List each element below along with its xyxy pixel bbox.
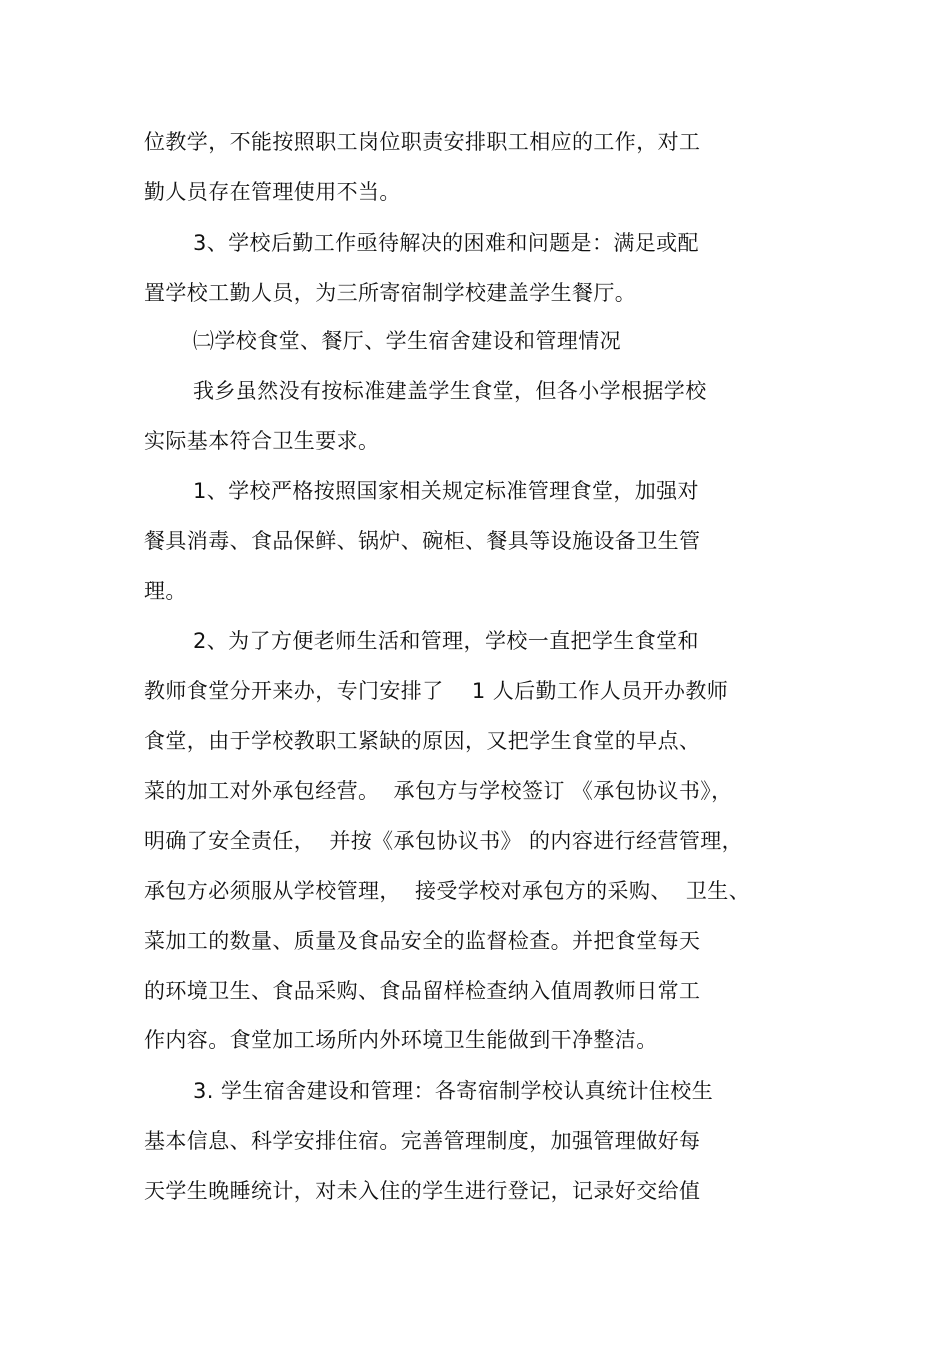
- text-line: 2、为了方便老师生活和管理，学校一直把学生食堂和: [193, 629, 699, 653]
- text-line: 基本信息、科学安排住宿。完善管理制度，加强管理做好每: [144, 1129, 701, 1153]
- text-line: 菜加工的数量、质量及食品安全的监督检查。并把食堂每天: [144, 929, 701, 953]
- text-line: 我乡虽然没有按标准建盖学生食堂，但各小学根据学校: [193, 379, 707, 403]
- text-line: 天学生晚睡统计，对未入住的学生进行登记，记录好交给值: [144, 1179, 701, 1203]
- text-line: 置学校工勤人员，为三所寄宿制学校建盖学生餐厅。: [144, 281, 637, 305]
- section-heading: ㈡学校食堂、餐厅、学生宿舍建设和管理情况: [193, 329, 621, 353]
- text-line: 的环境卫生、食品采购、食品留样检查纳入值周教师日常工: [144, 979, 701, 1003]
- text-line: 勤人员存在管理使用不当。: [144, 180, 401, 204]
- text-line: 实际基本符合卫生要求。: [144, 429, 380, 453]
- text-line: 作内容。食堂加工场所内外环境卫生能做到干净整洁。: [144, 1028, 658, 1052]
- text-line: 位教学，不能按照职工岗位职责安排职工相应的工作，对工: [144, 130, 701, 154]
- text-line: 理。: [144, 579, 187, 603]
- text-line: 菜的加工对外承包经营。 承包方与学校签订 《承包协议书》，: [144, 779, 733, 803]
- text-line: 3. 学生宿舍建设和管理：各寄宿制学校认真统计住校生: [193, 1079, 714, 1103]
- text-line: 1、学校严格按照国家相关规定标准管理食堂，加强对: [193, 479, 699, 503]
- text-line: 承包方必须服从学校管理， 接受学校对承包方的采购、 卫生、: [144, 879, 751, 903]
- text-line: 餐具消毒、食品保鲜、锅炉、碗柜、餐具等设施设备卫生管: [144, 529, 701, 553]
- text-line: 教师食堂分开来办，专门安排了 1 人后勤工作人员开办教师: [144, 679, 729, 703]
- text-line: 3、学校后勤工作亟待解决的困难和问题是：满足或配: [193, 231, 699, 255]
- text-line: 明确了安全责任， 并按《承包协议书》 的内容进行经营管理，: [144, 829, 744, 853]
- text-line: 食堂，由于学校教职工紧缺的原因，又把学生食堂的早点、: [144, 729, 701, 753]
